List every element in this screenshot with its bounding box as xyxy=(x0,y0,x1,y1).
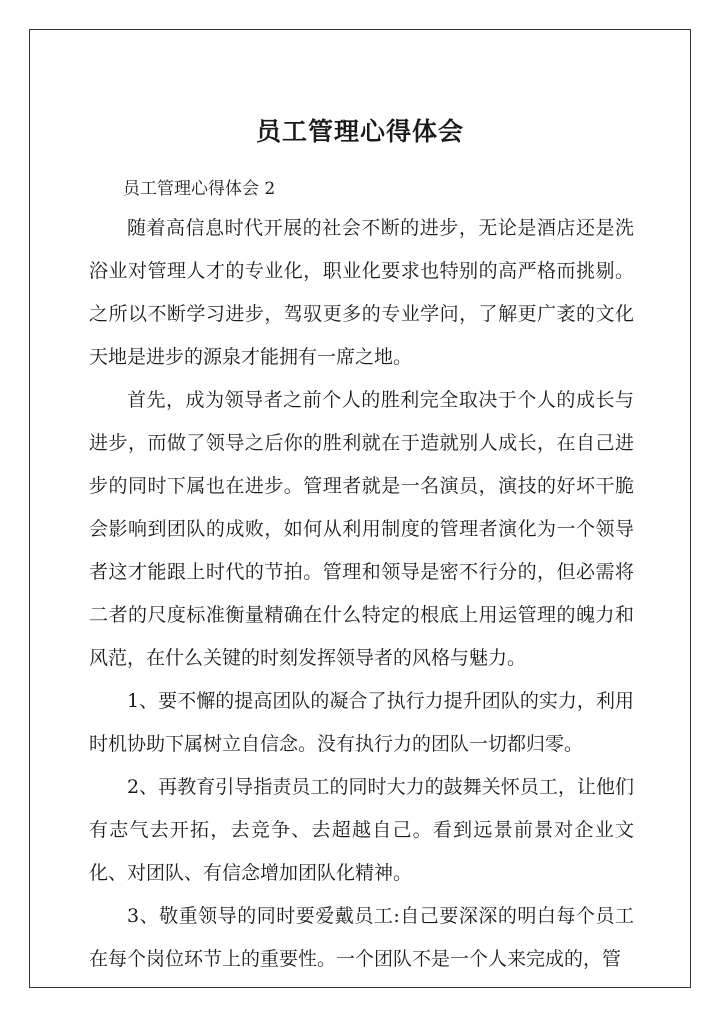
paragraph: 1、要不懈的提高团队的凝合了执行力提升团队的实力，利用时机协助下属树立自信念。没有执行力的团队一切都归零。 xyxy=(89,690,634,755)
document-body xyxy=(89,207,634,981)
document-subtitle: 员工管理心得体会 2 xyxy=(123,179,276,199)
paragraph: 3、敬重领导的同时要爱戴员工:自己要深深的明白每个员工在每个岗位环节上的重要性。一个团队不是一个人来完成的，管 xyxy=(89,905,634,970)
paragraph: 随着高信息时代开展的社会不断的进步，无论是酒店还是洗浴业对管理人才的专业化，职业化要求也特别的高严格而挑剔。之所以不断学习进步，驾驭更多的专业学问，了解更广袤的文化天地是进步的源泉才能拥有一席之地。 xyxy=(89,217,634,368)
paragraph: 2、再教育引导指责员工的同时大力的鼓舞关怀员工，让他们有志气去开拓，去竞争、去超越自己。看到远景前景对企业文化、对团队、有信念增加团队化精神。 xyxy=(89,776,634,884)
document-title: 员工管理心得体会 xyxy=(255,117,464,146)
paragraph: 首先，成为领导者之前个人的胜利完全取决于个人的成长与进步，而做了领导之后你的胜利就在于造就别人成长，在自己进步的同时下属也在进步。管理者就是一名演员，演技的好坏干脆会影响到团队的成败，如何从利用制度的管理者演化为一个领导者这才能跟上时代的节拍。管理和领导是密不行分的，但必需将二者的尺度标准衡量精确在什么特定的根底上用运管理的魄力和风范，在什么关键的时刻发挥领导者的风格与魅力。 xyxy=(89,389,634,669)
